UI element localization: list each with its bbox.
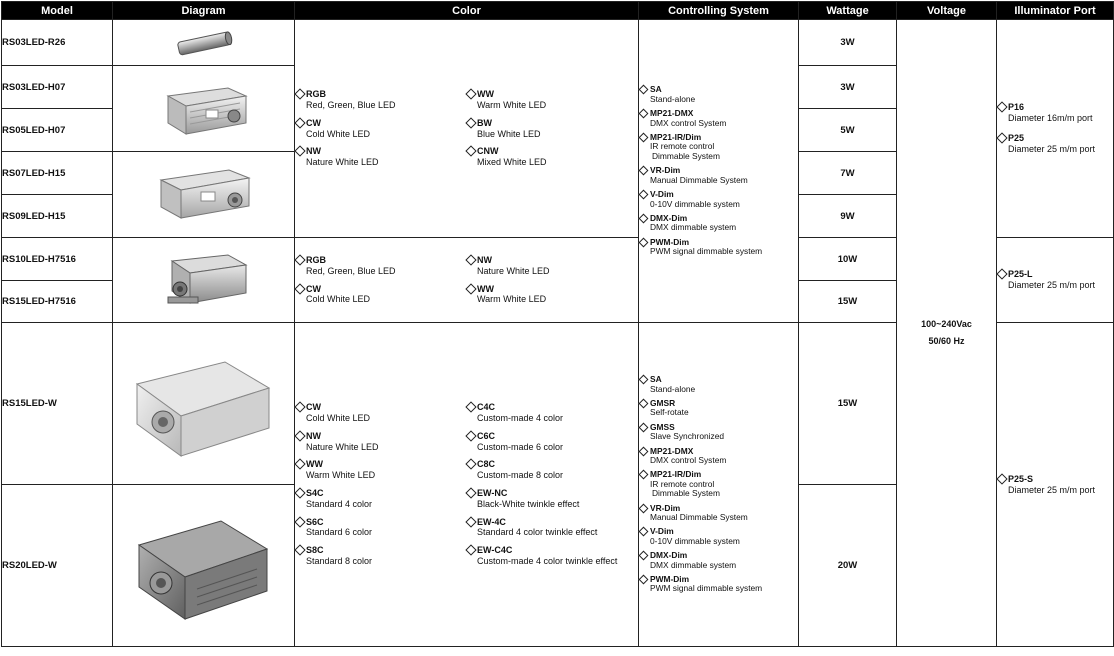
diamond-outline-icon <box>294 487 305 498</box>
item-description: PWM signal dimmable system <box>650 246 763 257</box>
list-item <box>639 85 798 104</box>
item-code: EW-C4C <box>477 545 513 556</box>
diamond-outline-icon <box>465 254 476 265</box>
list-item <box>466 402 637 424</box>
item-description: Stand-alone <box>650 93 696 104</box>
item-description: Black-White twinkle effect <box>477 498 580 509</box>
item-code: V-Dim <box>650 189 674 200</box>
header-wattage: Wattage <box>799 2 897 20</box>
list-item <box>639 214 798 233</box>
diamond-outline-icon <box>294 459 305 470</box>
box-illuminator-h15-image <box>149 162 259 228</box>
color-cell-group-2 <box>295 238 639 323</box>
diamond-outline-icon <box>294 430 305 441</box>
item-description: Custom-made 4 color twinkle effect <box>477 555 618 566</box>
voltage-frequency: 50/60 Hz <box>928 336 965 346</box>
voltage-cell <box>897 20 997 647</box>
item-code: NW <box>477 254 492 265</box>
diamond-outline-icon <box>996 132 1007 143</box>
item-description: Custom-made 6 color <box>477 441 564 452</box>
item-description: Mixed White LED <box>477 157 547 168</box>
diamond-outline-icon <box>465 117 476 128</box>
list-item <box>295 488 466 510</box>
diamond-outline-icon <box>639 551 649 561</box>
diamond-outline-icon <box>465 402 476 413</box>
model-cell: RS15LED-H7516 <box>2 281 113 323</box>
item-code: DMX-Dim <box>650 550 688 561</box>
wattage-cell: 9W <box>799 195 897 238</box>
diamond-outline-icon <box>639 237 649 247</box>
model-cell: RS20LED-W <box>2 485 113 647</box>
item-code: WW <box>306 459 323 470</box>
wattage-cell: 20W <box>799 485 897 647</box>
item-code: P25-L <box>1008 269 1033 280</box>
diamond-outline-icon <box>639 375 649 385</box>
item-description-line-2: Dimmable System <box>652 150 720 161</box>
model-cell: RS03LED-H07 <box>2 66 113 109</box>
item-description: IR remote control <box>650 141 715 152</box>
item-description: Nature White LED <box>306 157 379 168</box>
diamond-outline-icon <box>639 109 649 119</box>
item-code: P25 <box>1008 133 1025 143</box>
item-description: Blue White LED <box>477 128 541 139</box>
list-item <box>639 190 798 209</box>
item-code: S4C <box>306 488 324 498</box>
list-item <box>997 269 1113 291</box>
diamond-outline-icon <box>294 516 305 527</box>
list-item <box>466 284 637 306</box>
port-cell-group-1 <box>997 20 1114 238</box>
item-description: 0-10V dimmable system <box>650 535 740 546</box>
item-description: DMX control System <box>650 117 727 128</box>
diamond-outline-icon <box>639 190 649 200</box>
item-description: Diameter 25 m/m port <box>1008 484 1096 495</box>
controlling-system-cell-group-2 <box>639 323 799 647</box>
item-code: GMSR <box>650 397 676 408</box>
diagram-cell <box>113 238 295 323</box>
wattage-cell: 15W <box>799 281 897 323</box>
list-item <box>639 133 798 161</box>
wattage-cell: 3W <box>799 20 897 66</box>
diamond-outline-icon <box>465 430 476 441</box>
wattage-cell: 5W <box>799 109 897 152</box>
cylinder-illuminator-image <box>172 28 236 58</box>
header-controlling-system: Controlling System <box>639 2 799 20</box>
item-code: VR-Dim <box>650 502 681 513</box>
diamond-outline-icon <box>465 516 476 527</box>
item-description: PWM signal dimmable system <box>650 583 763 594</box>
item-code: CNW <box>477 146 499 157</box>
list-item <box>295 459 466 481</box>
list-item <box>466 255 637 277</box>
list-item <box>639 399 798 418</box>
item-description: Diameter 25 m/m port <box>1008 280 1096 290</box>
diamond-outline-icon <box>294 88 305 99</box>
item-code: CW <box>306 402 321 413</box>
model-cell: RS09LED-H15 <box>2 195 113 238</box>
item-description: Standard 6 color <box>306 527 373 538</box>
item-code: S6C <box>306 516 324 527</box>
list-item <box>295 89 466 111</box>
item-description: Warm White LED <box>477 294 547 305</box>
diamond-outline-icon <box>639 527 649 537</box>
list-item <box>295 146 466 168</box>
item-description-line-2: Dimmable System <box>652 488 720 499</box>
list-item <box>639 375 798 394</box>
item-code: MP21-DMX <box>650 108 694 119</box>
item-description: 0-10V dimmable system <box>650 198 740 209</box>
list-item <box>295 545 466 567</box>
item-code: NW <box>306 146 321 157</box>
item-code: CW <box>306 283 321 294</box>
item-code: CW <box>306 117 321 128</box>
list-item <box>466 431 637 453</box>
item-code: SA <box>650 84 662 95</box>
controlling-system-cell-group-1 <box>639 20 799 323</box>
item-description: DMX dimmable system <box>650 559 737 570</box>
item-code: RGB <box>306 89 326 100</box>
list-item <box>639 504 798 523</box>
item-description: Standard 4 color <box>306 498 373 509</box>
diamond-outline-icon <box>639 446 649 456</box>
diamond-outline-icon <box>465 146 476 157</box>
diamond-outline-icon <box>465 283 476 294</box>
item-code: GMSS <box>650 421 675 432</box>
item-description: Nature White LED <box>306 441 379 452</box>
list-item <box>295 255 466 277</box>
diamond-outline-icon <box>639 166 649 176</box>
list-item <box>997 102 1113 124</box>
item-code: C6C <box>477 430 496 441</box>
color-cell-group-1 <box>295 20 639 238</box>
list-item <box>639 527 798 546</box>
voltage-range: 100~240Vac <box>921 319 972 330</box>
diamond-outline-icon <box>294 283 305 294</box>
diamond-outline-icon <box>639 133 649 143</box>
list-item <box>639 423 798 442</box>
list-item <box>295 118 466 140</box>
header-illuminator-port: Illuminator Port <box>997 2 1114 20</box>
item-code: EW-4C <box>477 516 506 527</box>
item-code: RGB <box>306 254 326 265</box>
diamond-outline-icon <box>639 470 649 480</box>
wattage-cell: 7W <box>799 152 897 195</box>
item-code: WW <box>477 89 494 100</box>
item-code: V-Dim <box>650 526 674 537</box>
wattage-cell: 3W <box>799 66 897 109</box>
model-cell: RS05LED-H07 <box>2 109 113 152</box>
header-row <box>2 2 1114 20</box>
diamond-outline-icon <box>996 269 1007 280</box>
item-description: DMX dimmable system <box>650 222 737 233</box>
item-description: Warm White LED <box>306 470 376 481</box>
item-description: Cold White LED <box>306 413 371 424</box>
diamond-outline-icon <box>639 213 649 223</box>
list-item <box>466 146 637 168</box>
model-cell: RS10LED-H7516 <box>2 238 113 281</box>
header-voltage: Voltage <box>897 2 997 20</box>
item-description: Self-rotate <box>650 407 689 418</box>
diamond-outline-icon <box>294 146 305 157</box>
diamond-outline-icon <box>465 88 476 99</box>
header-model: Model <box>2 2 113 20</box>
item-code: DMX-Dim <box>650 212 688 223</box>
diamond-outline-icon <box>294 545 305 556</box>
list-item <box>997 133 1113 155</box>
spec-table <box>1 1 1114 647</box>
item-code: NW <box>306 430 321 441</box>
item-description: Red, Green, Blue LED <box>306 99 396 110</box>
list-item <box>295 284 466 306</box>
item-code: MP21-DMX <box>650 445 694 456</box>
diamond-outline-icon <box>465 487 476 498</box>
diamond-outline-icon <box>294 402 305 413</box>
box-illuminator-h7516-image <box>154 245 254 315</box>
item-code: P16 <box>1008 102 1025 113</box>
list-item <box>466 118 637 140</box>
list-item <box>466 545 637 567</box>
item-code: SA <box>650 374 662 385</box>
item-description: Standard 4 color twinkle effect <box>477 527 598 538</box>
item-description: Custom-made 4 color <box>477 413 564 424</box>
item-description: DMX control System <box>650 454 727 465</box>
list-item <box>639 238 798 257</box>
list-item <box>639 109 798 128</box>
diamond-outline-icon <box>294 117 305 128</box>
item-description: Manual Dimmable System <box>650 512 748 523</box>
item-code: C8C <box>477 459 496 470</box>
list-item <box>466 459 637 481</box>
item-code: PWM-Dim <box>650 236 690 247</box>
item-code: S8C <box>306 545 324 556</box>
diamond-outline-icon <box>639 422 649 432</box>
model-cell: RS07LED-H15 <box>2 152 113 195</box>
item-code: PWM-Dim <box>650 574 690 585</box>
diagram-cell <box>113 485 295 647</box>
item-description: Cold White LED <box>306 294 371 305</box>
model-cell: RS03LED-R26 <box>2 20 113 66</box>
diamond-outline-icon <box>996 102 1007 113</box>
diagram-cell <box>113 152 295 238</box>
box-illuminator-w-dark-image <box>129 503 279 628</box>
item-code: EW-NC <box>477 488 508 498</box>
diamond-outline-icon <box>639 85 649 95</box>
diagram-cell <box>113 323 295 485</box>
diamond-outline-icon <box>465 459 476 470</box>
list-item <box>295 402 466 424</box>
list-item <box>639 575 798 594</box>
item-description: Manual Dimmable System <box>650 174 748 185</box>
diamond-outline-icon <box>639 503 649 513</box>
list-item <box>639 551 798 570</box>
port-cell-group-3 <box>997 323 1114 647</box>
color-cell-group-3 <box>295 323 639 647</box>
item-description: Cold White LED <box>306 128 371 139</box>
item-description: Warm White LED <box>477 99 547 110</box>
item-description: Slave Synchronized <box>650 431 725 442</box>
item-code: VR-Dim <box>650 165 681 176</box>
list-item <box>997 474 1113 496</box>
model-cell: RS15LED-W <box>2 323 113 485</box>
diamond-outline-icon <box>639 575 649 585</box>
diamond-outline-icon <box>294 254 305 265</box>
diagram-cell <box>113 20 295 66</box>
item-description: Stand-alone <box>650 383 696 394</box>
item-description: Red, Green, Blue LED <box>306 265 396 276</box>
port-cell-group-2 <box>997 238 1114 323</box>
item-code: MP21-IR/Dim <box>650 132 702 143</box>
item-description: IR remote control <box>650 478 715 489</box>
diamond-outline-icon <box>639 399 649 409</box>
list-item <box>466 488 637 510</box>
list-item <box>295 517 466 539</box>
item-description: Diameter 16m/m port <box>1008 113 1093 124</box>
item-code: P25-S <box>1008 473 1034 484</box>
diamond-outline-icon <box>465 545 476 556</box>
wattage-cell: 15W <box>799 323 897 485</box>
item-code: BW <box>477 117 492 128</box>
list-item <box>639 447 798 466</box>
header-color: Color <box>295 2 639 20</box>
wattage-cell: 10W <box>799 238 897 281</box>
list-item <box>639 166 798 185</box>
item-description: Custom-made 8 color <box>477 470 564 481</box>
box-illuminator-w-silver-image <box>129 344 279 464</box>
list-item <box>295 431 466 453</box>
diamond-outline-icon <box>996 473 1007 484</box>
item-code: C4C <box>477 402 496 413</box>
box-illuminator-h07-image <box>154 76 254 142</box>
item-description: Diameter 25 m/m port <box>1008 143 1096 154</box>
list-item <box>466 517 637 539</box>
item-code: WW <box>477 283 494 294</box>
item-description: Standard 8 color <box>306 555 373 566</box>
table-row <box>2 20 1114 66</box>
diagram-cell <box>113 66 295 152</box>
list-item <box>639 470 798 498</box>
item-code: MP21-IR/Dim <box>650 469 702 480</box>
list-item <box>466 89 637 111</box>
item-description: Nature White LED <box>477 265 550 276</box>
header-diagram: Diagram <box>113 2 295 20</box>
